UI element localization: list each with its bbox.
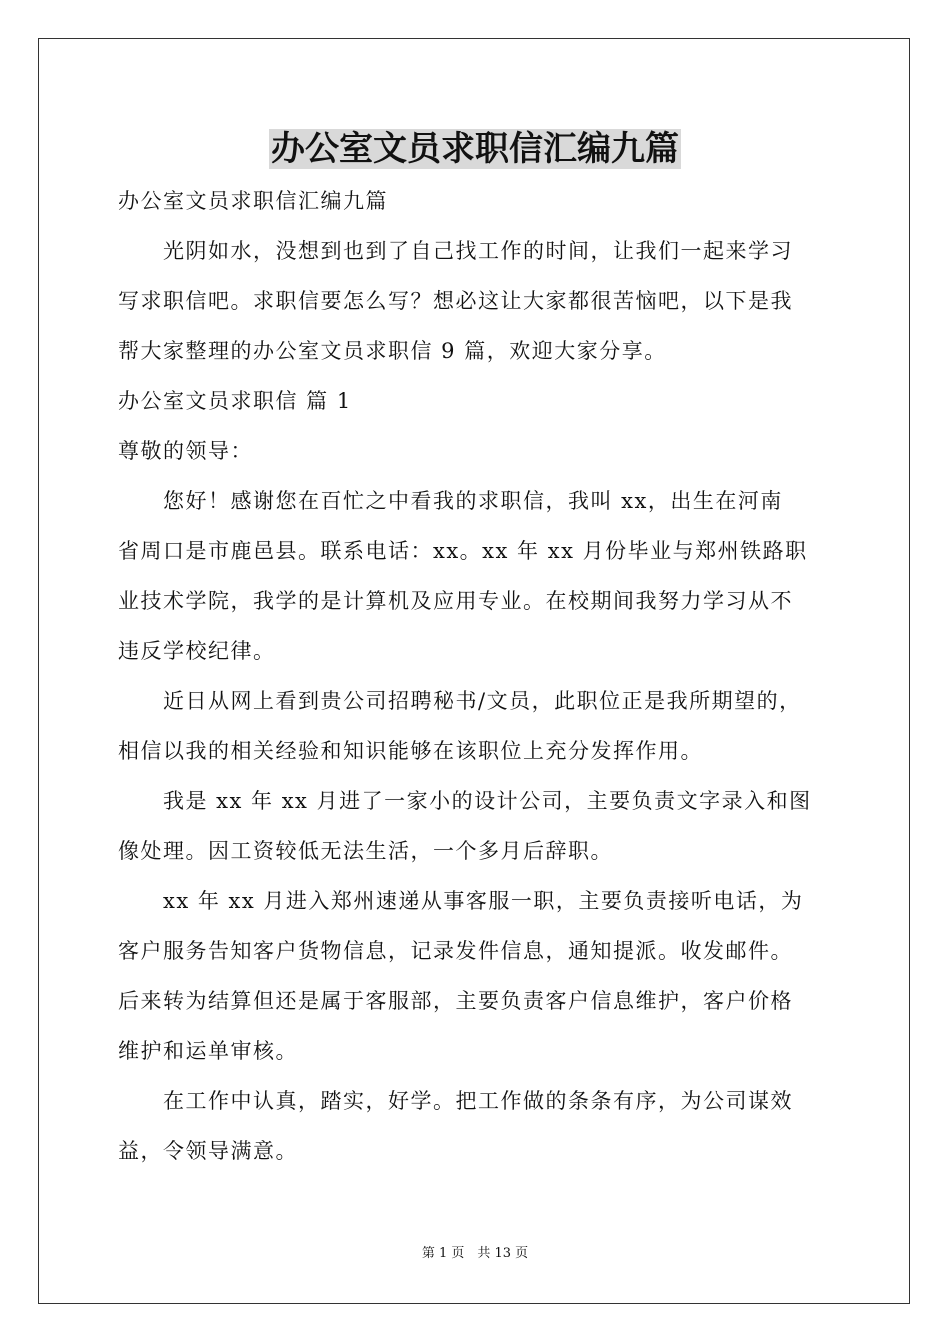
body-line: 办公室文员求职信汇编九篇 xyxy=(118,189,388,213)
body-line: xx 年 xx 月进入郑州速递从事客服一职，主要负责接听电话，为 xyxy=(118,889,804,913)
body-line: 业技术学院，我学的是计算机及应用专业。在校期间我努力学习从不 xyxy=(118,589,793,613)
body-line: 帮大家整理的办公室文员求职信 9 篇，欢迎大家分享。 xyxy=(118,339,667,363)
body-line: 写求职信吧。求职信要怎么写？想必这让大家都很苦恼吧，以下是我 xyxy=(118,289,793,313)
body-line: 省周口是市鹿邑县。联系电话：xx。xx 年 xx 月份毕业与郑州铁路职 xyxy=(118,539,808,563)
body-line: 您好！感谢您在百忙之中看我的求职信，我叫 xx，出生在河南 xyxy=(118,489,783,513)
body-line: 相信以我的相关经验和知识能够在该职位上充分发挥作用。 xyxy=(118,739,703,763)
body-line: 近日从网上看到贵公司招聘秘书/文员，此职位正是我所期望的， xyxy=(118,689,802,713)
body-line: 在工作中认真，踏实，好学。把工作做的条条有序，为公司谋效 xyxy=(118,1089,793,1113)
body-line: 我是 xx 年 xx 月进了一家小的设计公司，主要负责文字录入和图 xyxy=(118,789,812,813)
page-footer xyxy=(0,1244,950,1264)
body-line: 违反学校纪律。 xyxy=(118,639,276,663)
document-title xyxy=(0,124,950,174)
document-title-text: 办公室文员求职信汇编九篇 xyxy=(271,129,679,169)
section-heading: 办公室文员求职信 篇 1 xyxy=(118,389,352,413)
document-body xyxy=(118,176,838,1176)
salutation: 尊敬的领导： xyxy=(118,439,253,463)
body-line: 后来转为结算但还是属于客服部，主要负责客户信息维护，客户价格 xyxy=(118,989,793,1013)
page-number: 第 1 页 共 13 页 xyxy=(421,1246,529,1261)
body-line: 客户服务告知客户货物信息，记录发件信息，通知提派。收发邮件。 xyxy=(118,939,793,963)
body-line: 像处理。因工资较低无法生活，一个多月后辞职。 xyxy=(118,839,613,863)
body-line: 光阴如水，没想到也到了自己找工作的时间，让我们一起来学习 xyxy=(118,239,793,263)
body-line: 维护和运单审核。 xyxy=(118,1039,298,1063)
body-line: 益，令领导满意。 xyxy=(118,1139,298,1163)
